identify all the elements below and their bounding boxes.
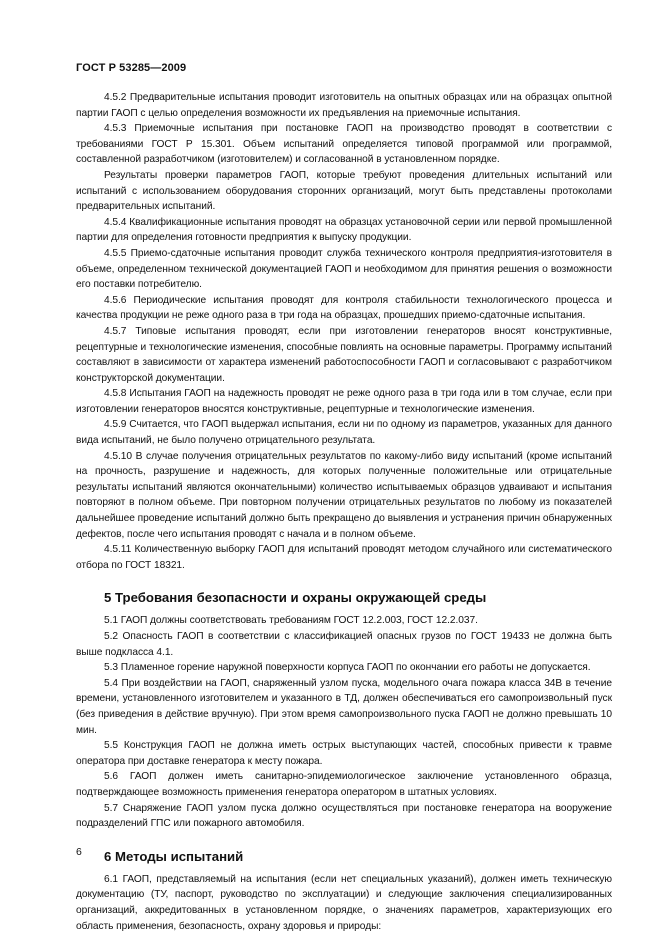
document-body bbox=[76, 90, 612, 934]
paragraph: 5.1 ГАОП должны соответствовать требованиям ГОСТ 12.2.003, ГОСТ 12.2.037. bbox=[104, 615, 478, 627]
paragraph: 6.1 ГАОП, представляемый на испытания (если нет специальных указаний), должен иметь техническую документацию (ТУ, паспорт, руководство по эксплуатации) и следующие заключения специализированных организаций, аккредитованных в установленном порядке, о значениях параметров, характеризующих его область применения, безопасность, охрану здоровья и природы: bbox=[76, 873, 612, 932]
paragraph: 4.5.6 Периодические испытания проводят для контроля стабильности технологического процесса и качества продукции не реже одного раза в три года на образцах, прошедших приемо-сдаточные испытания. bbox=[76, 294, 612, 322]
paragraph: 4.5.7 Типовые испытания проводят, если при изготовлении генераторов вносят конструктивные, рецептурные и технологические изменения, способные повлиять на основные параметры. Программу испытаний составляют в зависимости от характера изменений работоспособности ГАОП и согласовывают с разработчиком конструкторской документации. bbox=[76, 325, 612, 384]
paragraph: 4.5.8 Испытания ГАОП на надежность проводят не реже одного раза в три года или в том случае, если при изготовлении генераторов вносятся конструктивные, рецептурные и технологические изменения. bbox=[76, 388, 612, 415]
paragraph: 4.5.9 Считается, что ГАОП выдержал испытания, если ни по одному из параметров, указанных для данного вида испытаний, не было получено отрицательного результата. bbox=[76, 419, 612, 447]
paragraph: 4.5.10 В случае получения отрицательных результатов по какому-либо виду испытаний (кроме испытаний на прочность, разрушение и надежность, для которых полученные положительные или отрицательные результаты испытаний являются окончательными) количество испытываемых образцов удваивают и испытания повторяют в полном объеме. При повторном получении отрицательных результатов по любому из показателей дальнейшее проведение испытаний должно быть прекращено до выявления и устранения причин обнаруженных дефектов, после чего испытания проводят с начала и в полном объеме. bbox=[76, 450, 612, 540]
paragraph: 4.5.3 Приемочные испытания при постановке ГАОП на производство проводят в соответствии с требованиями ГОСТ Р 15.301. Объем испытаний определяется типовой программой или программой, составленной разработчиком (изготовителем) и согласованной в установленном порядке. bbox=[76, 123, 612, 166]
paragraph: 5.4 При воздействии на ГАОП, снаряженный узлом пуска, модельного очага пожара класса 34В в течение времени, установленного изготовителем и указанного в ТД, должен обеспечиваться его самопроизвольный пуск (без приведения в действие вручную). При этом время самопроизвольного пуска ГАОП не должно превышать 10 мин. bbox=[76, 677, 612, 736]
document-header: ГОСТ Р 53285—2009 bbox=[76, 62, 187, 74]
page-number: 6 bbox=[76, 846, 82, 858]
paragraph: 5.3 Пламенное горение наружной поверхности корпуса ГАОП по окончании его работы не допускается. bbox=[104, 662, 591, 674]
section-5-title: 5 Требования безопасности и охраны окружающей среды bbox=[104, 590, 487, 606]
paragraph: Результаты проверки параметров ГАОП, которые требуют проведения длительных испытаний или испытаний с использованием оборудования сторонних организаций, могут быть представлены протоколами предварительных испытаний. bbox=[76, 169, 612, 213]
paragraph: 5.6 ГАОП должен иметь санитарно-эпидемиологическое заключение установленного образца, подтверждающее возможность применения генератора оператором в штатных условиях. bbox=[76, 771, 612, 798]
paragraph: 4.5.4 Квалификационные испытания проводят на образцах установочной серии или первой промышленной партии для определения готовности предприятия к выпуску продукции. bbox=[76, 216, 612, 244]
paragraph: 5.2 Опасность ГАОП в соответствии с классификацией опасных грузов по ГОСТ 19433 не должна быть выше подкласса 4.1. bbox=[76, 631, 612, 658]
paragraph: 4.5.2 Предварительные испытания проводит изготовитель на опытных образцах или на образцах опытной партии ГАОП с целью определения возможности их предъявления на приемочные испытания. bbox=[76, 92, 612, 119]
section-6-title: 6 Методы испытаний bbox=[104, 848, 244, 864]
paragraph: 5.5 Конструкция ГАОП не должна иметь острых выступающих частей, способных привести к травме оператора при доставке генератора к месту пожара. bbox=[76, 740, 612, 767]
paragraph: 5.7 Снаряжение ГАОП узлом пуска должно осуществляться при постановке генератора на вооружение подразделений ГПС или пожарного автомобиля. bbox=[76, 802, 612, 830]
paragraph: 4.5.5 Приемо-сдаточные испытания проводит служба технического контроля предприятия-изготовителя в объеме, определенном технической документацией ГАОП и необходимом для принятия решения о возможности его поставки потребителю. bbox=[76, 247, 612, 291]
paragraph: 4.5.11 Количественную выборку ГАОП для испытаний проводят методом случайного или систематического отбора по ГОСТ 18321. bbox=[76, 544, 612, 571]
